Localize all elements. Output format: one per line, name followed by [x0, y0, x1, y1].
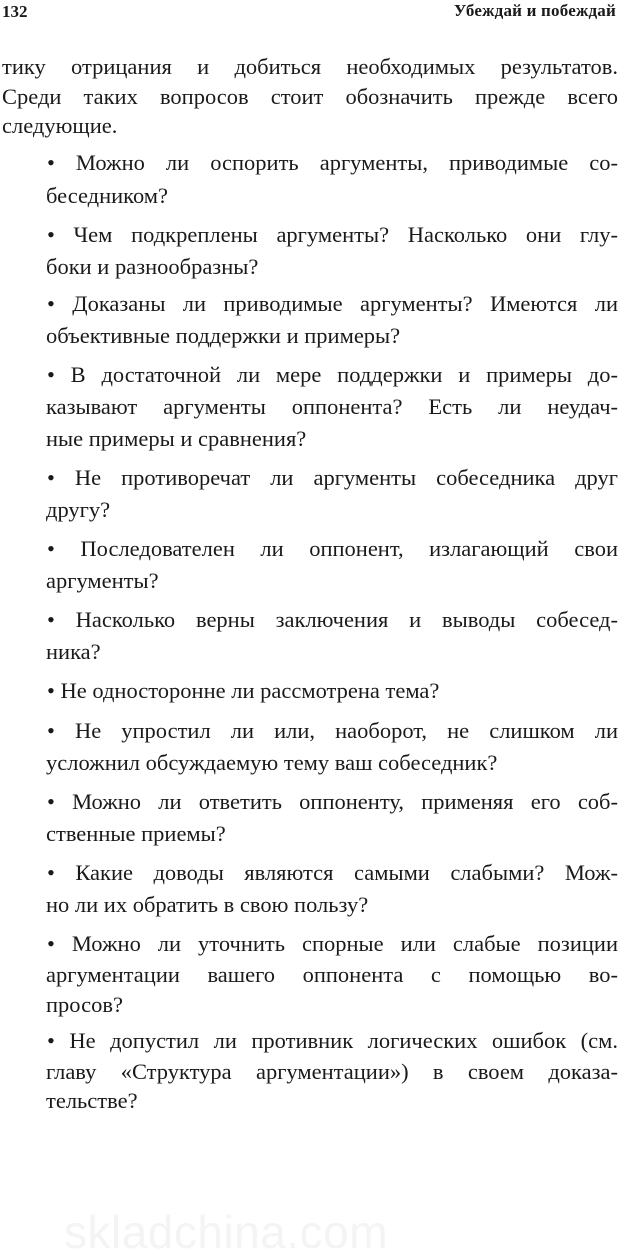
list-item-line: • Не противоречат ли аргументы собеседника друг	[47, 465, 618, 490]
list-item-line: главу «Структура аргументации») в своем доказа-	[46, 1059, 618, 1084]
list-item-line: ника?	[46, 639, 101, 664]
list-item-line: • Какие доводы являются самыми слабыми? Мож-	[47, 860, 618, 885]
list-item-line: боки и разнообразны?	[46, 254, 259, 279]
paragraph-line: Среди таких вопросов стоит обозначить прежде всего	[2, 84, 618, 109]
page-number: 132	[2, 2, 28, 21]
list-item-line: казывают аргументы оппонента? Есть ли неудач-	[46, 394, 618, 419]
running-head	[0, 0, 620, 30]
list-item-line: • Можно ли ответить оппоненту, применяя его соб-	[47, 789, 618, 814]
list-item-line: • Можно ли уточнить спорные или слабые позиции	[47, 931, 618, 956]
list-item-line: тельстве?	[46, 1088, 138, 1113]
list-item-line: ственные приемы?	[46, 821, 226, 846]
list-item-line: • Можно ли оспорить аргументы, приводимые со-	[47, 150, 618, 175]
list-item-line: ные примеры и сравнения?	[46, 426, 307, 451]
list-item-line: • Не односторонне ли рассмотрена тема?	[47, 678, 440, 703]
list-item-line: • В достаточной ли мере поддержки и примеры до-	[47, 362, 618, 387]
list-item-line: • Насколько верны заключения и выводы собесед-	[47, 607, 618, 632]
paragraph-line: тику отрицания и добиться необходимых результатов.	[2, 54, 618, 79]
list-item-line: аргументы?	[46, 568, 159, 593]
list-item-line: • Не допустил ли противник логических ошибок (см.	[47, 1028, 618, 1053]
list-item-line: просов?	[46, 992, 123, 1017]
list-item-line: усложнил обсуждаемую тему ваш собеседник?	[46, 750, 498, 775]
list-item-line: • Доказаны ли приводимые аргументы? Имеются ли	[47, 291, 618, 316]
paragraph-line: следующие.	[2, 113, 118, 138]
list-item-line: • Последователен ли оппонент, излагающий свои	[47, 536, 618, 561]
list-item-line: объективные поддержки и примеры?	[46, 323, 401, 348]
list-item-line: но ли их обратить в свою пользу?	[46, 892, 369, 917]
list-item-line: другу?	[46, 497, 111, 522]
book-title: Убеждай и побеждай	[453, 1, 616, 20]
list-item-line: беседником?	[46, 183, 169, 208]
list-item-line: • Чем подкреплены аргументы? Насколько они глу-	[47, 222, 618, 247]
watermark: skladchina.com	[64, 1206, 389, 1258]
list-item-line: • Не упростил ли или, наоборот, не слишком ли	[47, 718, 618, 743]
list-item-line: аргументации вашего оппонента с помощью во-	[46, 962, 618, 987]
